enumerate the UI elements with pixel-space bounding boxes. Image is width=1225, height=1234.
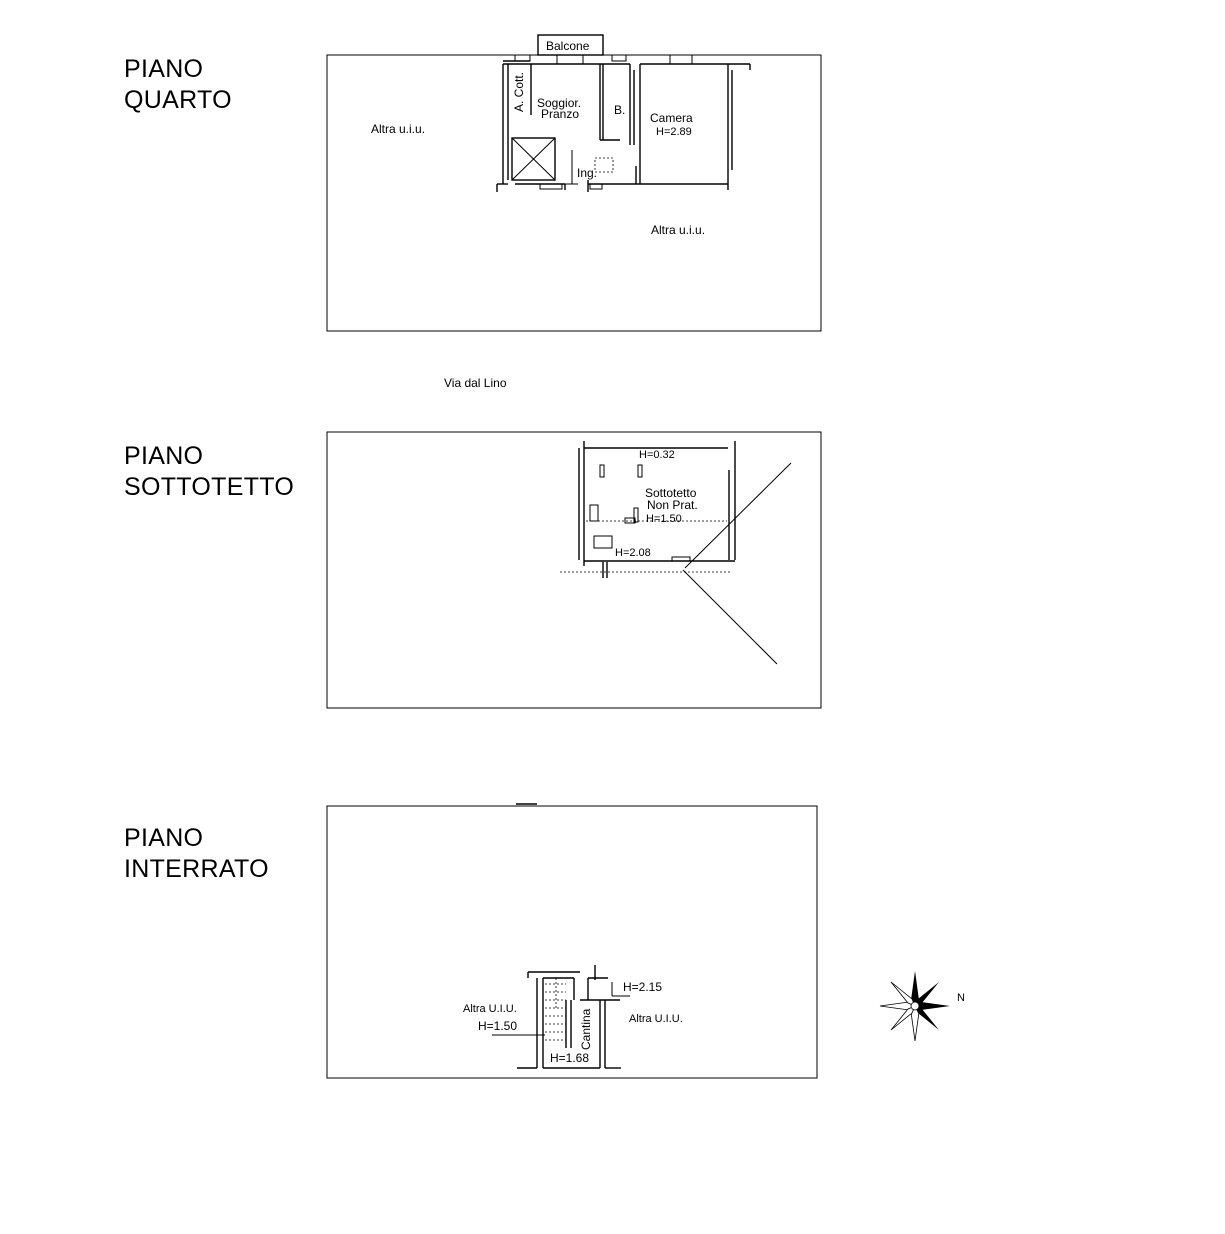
floor-title-quarto-line1: PIANO <box>124 55 204 83</box>
label-ingresso: Ing. <box>577 166 598 180</box>
label-cantina: Cantina <box>579 1008 593 1050</box>
label-a-cott-group <box>512 72 526 112</box>
label-h-left-interrato: H=1.50 <box>478 1019 518 1033</box>
label-altra-uiu-left-interrato: Altra U.I.U. <box>463 1003 517 1015</box>
floor-title-quarto-line2: QUARTO <box>124 86 232 114</box>
label-h-low: H=2.08 <box>615 547 651 559</box>
label-altra-uiu-right: Altra u.i.u. <box>651 223 706 237</box>
attic-walls <box>560 441 791 664</box>
label-cantina-group <box>579 1008 593 1050</box>
floor-title-sottotetto-line2: SOTTOTETTO <box>124 473 295 501</box>
floor-title-sottotetto-line1: PIANO <box>124 442 204 470</box>
floor-title-interrato-line2: INTERRATO <box>124 855 269 883</box>
label-camera: Camera <box>650 111 693 125</box>
plan-quarto <box>327 35 821 331</box>
label-altra-uiu-right-interrato: Altra U.I.U. <box>629 1013 683 1025</box>
plan-sottotetto-frame <box>327 432 821 708</box>
plan-sottotetto <box>327 432 821 708</box>
plan-interrato-frame <box>327 806 817 1078</box>
label-pranzo: Pranzo <box>541 107 580 121</box>
label-h-top: H=0.32 <box>639 449 675 461</box>
label-non-prat: Non Prat. <box>647 498 698 512</box>
label-bagno: B. <box>614 103 626 117</box>
label-soggior: Soggior. <box>537 96 582 110</box>
plan-interrato <box>327 804 817 1078</box>
compass-north-label: N <box>957 992 965 1004</box>
label-balcone: Balcone <box>546 39 590 53</box>
label-h-top-interrato: H=2.15 <box>623 980 663 994</box>
label-camera-height: H=2.89 <box>656 126 692 138</box>
street-name: Via dal Lino <box>444 376 507 390</box>
apartment-walls <box>497 55 750 192</box>
compass-rose-icon <box>880 971 950 1041</box>
label-a-cott: A. Cott. <box>512 71 526 112</box>
label-altra-uiu-left: Altra u.i.u. <box>371 122 426 136</box>
label-h-bottom-interrato: H=1.68 <box>550 1051 590 1065</box>
floor-title-interrato-line1: PIANO <box>124 824 204 852</box>
label-sottotetto: Sottotetto <box>645 486 697 500</box>
label-h-mid: H=1.50 <box>646 513 682 525</box>
